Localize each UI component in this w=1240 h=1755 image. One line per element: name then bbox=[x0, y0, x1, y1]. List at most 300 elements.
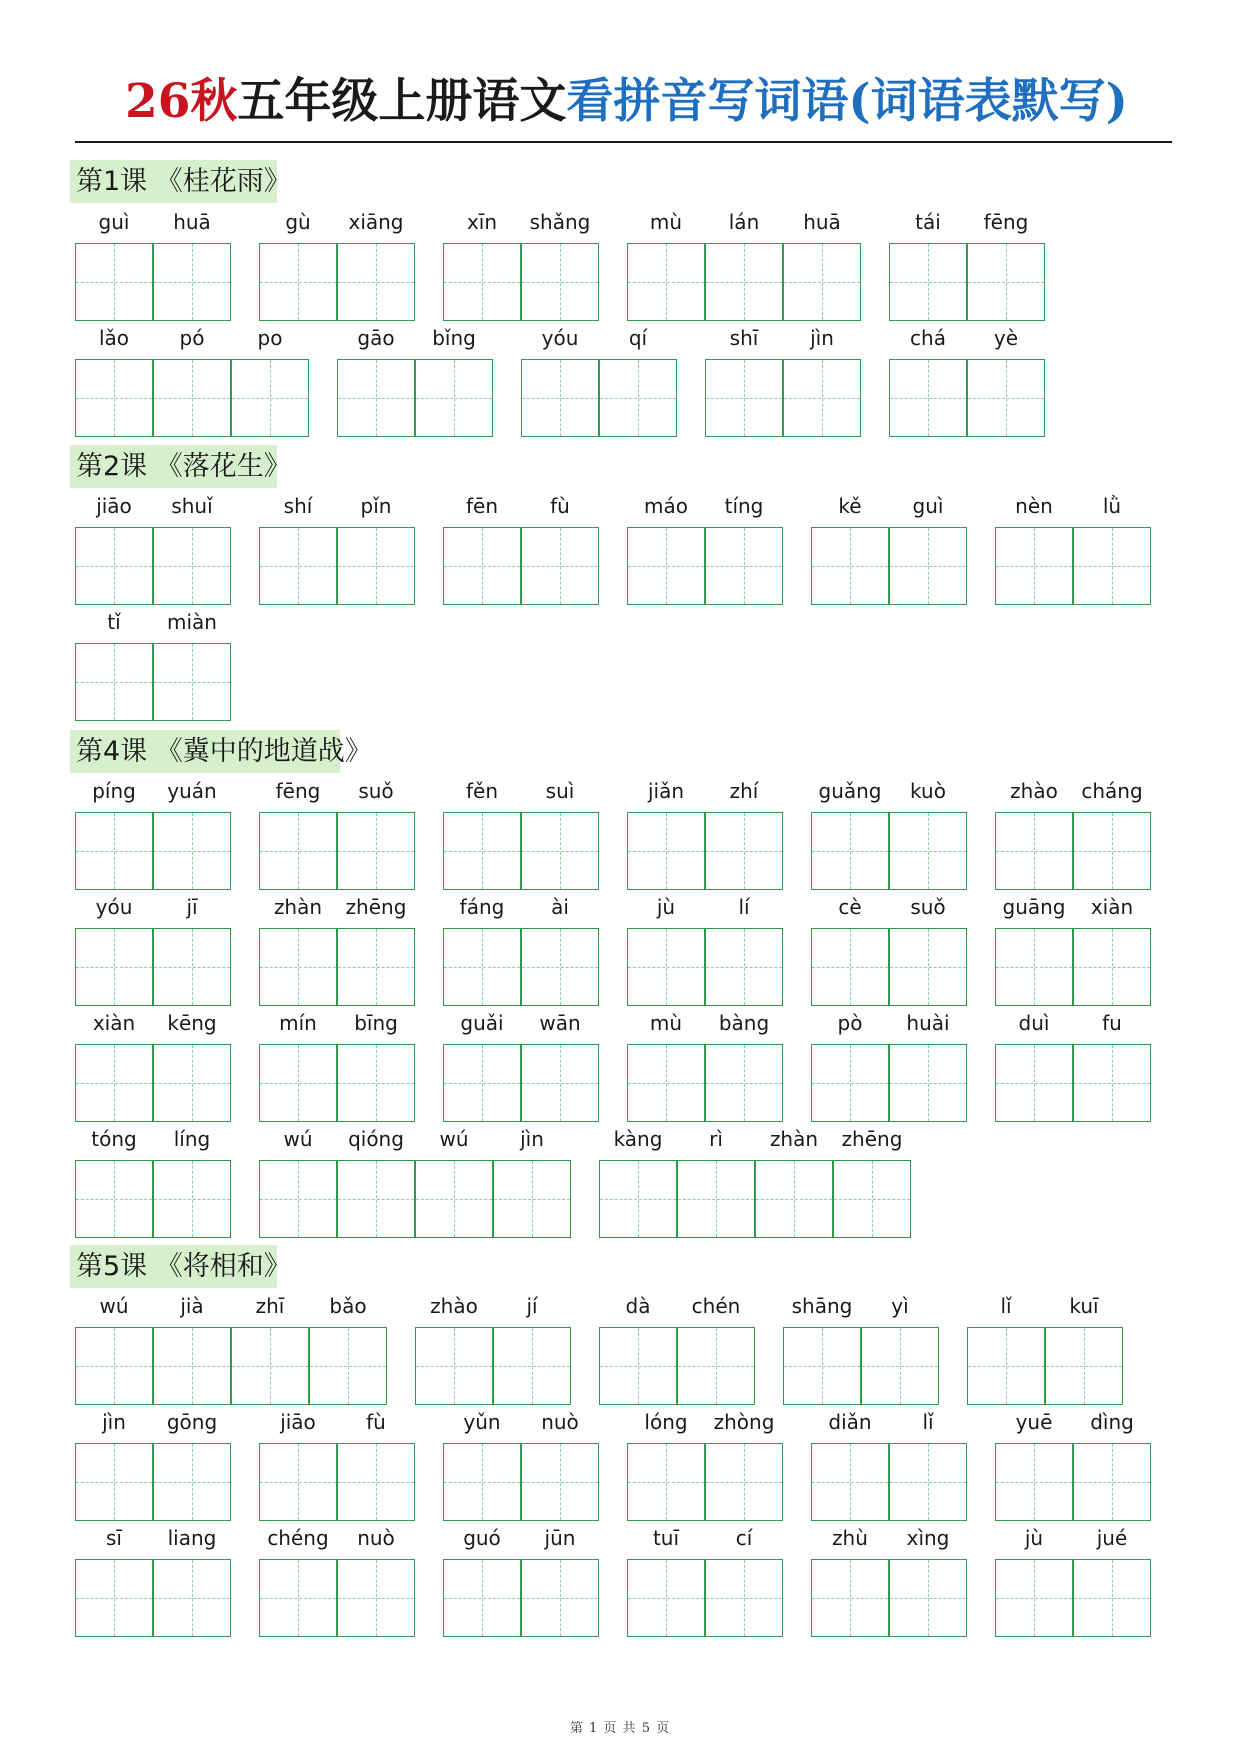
writing-cell[interactable] bbox=[1073, 812, 1151, 890]
pinyin-label: guì bbox=[98, 210, 130, 234]
pinyin-label: zhòng bbox=[713, 1410, 775, 1434]
writing-cell[interactable] bbox=[493, 1160, 571, 1238]
pinyin-label: nèn bbox=[1015, 494, 1053, 518]
word-box bbox=[259, 895, 415, 1006]
pinyin-label: wú bbox=[99, 1294, 129, 1318]
writing-cell[interactable] bbox=[627, 1044, 705, 1122]
pinyin-label: jī bbox=[186, 895, 198, 919]
pinyin-label: jiāo bbox=[280, 1410, 316, 1434]
word-box bbox=[627, 1011, 783, 1122]
pinyin-label: mù bbox=[649, 1011, 683, 1035]
pinyin-label: nuò bbox=[357, 1526, 395, 1550]
word-box bbox=[443, 494, 599, 605]
pinyin-label: fáng bbox=[459, 895, 505, 919]
pinyin-label: yuán bbox=[167, 779, 217, 803]
writing-cell[interactable] bbox=[259, 243, 337, 321]
writing-cell[interactable] bbox=[259, 1160, 337, 1238]
pinyin-label: pó bbox=[179, 326, 205, 350]
writing-cell[interactable] bbox=[811, 1443, 889, 1521]
pinyin-label: xìng bbox=[906, 1526, 950, 1550]
pinyin-label: nuò bbox=[541, 1410, 579, 1434]
lesson-heading: 第5课 《将相和》 bbox=[70, 1245, 277, 1288]
pinyin-label: wān bbox=[539, 1011, 581, 1035]
word-box bbox=[627, 494, 783, 605]
word-box bbox=[75, 1294, 387, 1405]
writing-cell[interactable] bbox=[337, 359, 415, 437]
writing-cell[interactable] bbox=[811, 527, 889, 605]
word-box bbox=[627, 1410, 783, 1521]
pinyin-label: guāng bbox=[1002, 895, 1066, 919]
writing-cell[interactable] bbox=[521, 1559, 599, 1637]
writing-cell[interactable] bbox=[889, 1443, 967, 1521]
pinyin-label: zhào bbox=[430, 1294, 478, 1318]
writing-cell[interactable] bbox=[75, 1044, 153, 1122]
writing-cell[interactable] bbox=[705, 359, 783, 437]
writing-cell[interactable] bbox=[231, 1327, 309, 1405]
pinyin-label: rì bbox=[709, 1127, 723, 1151]
pinyin-label: suǒ bbox=[910, 895, 946, 919]
writing-cell[interactable] bbox=[627, 928, 705, 1006]
pinyin-label: yóu bbox=[95, 895, 133, 919]
writing-cell[interactable] bbox=[1045, 1327, 1123, 1405]
writing-cell[interactable] bbox=[521, 1044, 599, 1122]
word-box bbox=[259, 1526, 415, 1637]
writing-cell[interactable] bbox=[75, 1160, 153, 1238]
pinyin-label: zhào bbox=[1010, 779, 1058, 803]
writing-cell[interactable] bbox=[337, 1443, 415, 1521]
pinyin-label: líng bbox=[173, 1127, 211, 1151]
writing-cell[interactable] bbox=[599, 1160, 677, 1238]
writing-cell[interactable] bbox=[75, 1443, 153, 1521]
writing-cell[interactable] bbox=[889, 1559, 967, 1637]
pinyin-label: fù bbox=[366, 1410, 386, 1434]
writing-cell[interactable] bbox=[755, 1160, 833, 1238]
pinyin-label: kàng bbox=[613, 1127, 663, 1151]
writing-cell[interactable] bbox=[995, 812, 1073, 890]
word-box bbox=[443, 1410, 599, 1521]
writing-cell[interactable] bbox=[811, 1559, 889, 1637]
pinyin-label: lǜ bbox=[1102, 494, 1122, 518]
writing-cell[interactable] bbox=[153, 243, 231, 321]
writing-cell[interactable] bbox=[309, 1327, 387, 1405]
writing-cell[interactable] bbox=[443, 1443, 521, 1521]
writing-cell[interactable] bbox=[677, 1327, 755, 1405]
pinyin-label: wú bbox=[283, 1127, 313, 1151]
word-box bbox=[783, 1294, 939, 1405]
pinyin-label: huā bbox=[173, 210, 211, 234]
word-box bbox=[811, 1526, 967, 1637]
pinyin-label: tǐ bbox=[107, 610, 121, 634]
writing-cell[interactable] bbox=[75, 359, 153, 437]
pinyin-label: kuò bbox=[910, 779, 946, 803]
writing-cell[interactable] bbox=[889, 243, 967, 321]
writing-cell[interactable] bbox=[337, 928, 415, 1006]
pinyin-label: lí bbox=[738, 895, 750, 919]
writing-cell[interactable] bbox=[833, 1160, 911, 1238]
writing-cell[interactable] bbox=[995, 1044, 1073, 1122]
pinyin-label: lǐ bbox=[1000, 1294, 1012, 1318]
word-box bbox=[75, 1011, 231, 1122]
pinyin-label: shǎng bbox=[529, 210, 591, 234]
writing-cell[interactable] bbox=[493, 1327, 571, 1405]
writing-cell[interactable] bbox=[705, 1443, 783, 1521]
pinyin-label: huā bbox=[803, 210, 841, 234]
pinyin-label: mín bbox=[279, 1011, 317, 1035]
pinyin-label: kēng bbox=[167, 1011, 217, 1035]
writing-cell[interactable] bbox=[677, 1160, 755, 1238]
pinyin-label: shī bbox=[729, 326, 759, 350]
pinyin-label: chén bbox=[691, 1294, 741, 1318]
writing-cell[interactable] bbox=[153, 359, 231, 437]
pinyin-label: lǐ bbox=[922, 1410, 934, 1434]
pinyin-label: yì bbox=[891, 1294, 909, 1318]
writing-cell[interactable] bbox=[153, 1443, 231, 1521]
writing-cell[interactable] bbox=[967, 1327, 1045, 1405]
pinyin-label: kě bbox=[838, 494, 862, 518]
writing-cell[interactable] bbox=[599, 1327, 677, 1405]
word-box bbox=[443, 1526, 599, 1637]
word-box bbox=[415, 1294, 571, 1405]
word-box bbox=[75, 1127, 231, 1238]
pinyin-label: guó bbox=[463, 1526, 501, 1550]
pinyin-label: tóng bbox=[91, 1127, 137, 1151]
word-box bbox=[521, 326, 677, 437]
writing-cell[interactable] bbox=[153, 1160, 231, 1238]
title-grade: 五年级上册语文 bbox=[237, 74, 567, 129]
page-footer: 第 1 页 共 5 页 bbox=[569, 1721, 671, 1736]
writing-cell[interactable] bbox=[705, 243, 783, 321]
pinyin-label: guì bbox=[912, 494, 944, 518]
pinyin-label: gù bbox=[285, 210, 311, 234]
word-box bbox=[75, 610, 231, 721]
writing-cell[interactable] bbox=[967, 359, 1045, 437]
word-box bbox=[811, 1011, 967, 1122]
lesson-heading: 第1课 《桂花雨》 bbox=[70, 160, 277, 203]
pinyin-label: cháng bbox=[1081, 779, 1143, 803]
pinyin-label: fu bbox=[1102, 1011, 1122, 1035]
pinyin-label: dà bbox=[625, 1294, 651, 1318]
title-task: 看拼音写词语(词语表默写) bbox=[566, 74, 1128, 129]
pinyin-label: xīn bbox=[466, 210, 498, 234]
pinyin-label: pò bbox=[837, 1011, 863, 1035]
word-box bbox=[995, 779, 1151, 890]
writing-cell[interactable] bbox=[521, 527, 599, 605]
word-box bbox=[259, 779, 415, 890]
writing-cell[interactable] bbox=[705, 527, 783, 605]
pinyin-label: shuǐ bbox=[171, 494, 213, 518]
pinyin-label: shāng bbox=[791, 1294, 853, 1318]
pinyin-label: guǎng bbox=[818, 779, 882, 803]
writing-cell[interactable] bbox=[153, 643, 231, 721]
word-box bbox=[811, 895, 967, 1006]
writing-cell[interactable] bbox=[1073, 1559, 1151, 1637]
word-box bbox=[259, 494, 415, 605]
writing-cell[interactable] bbox=[967, 243, 1045, 321]
writing-cell[interactable] bbox=[1073, 1443, 1151, 1521]
pinyin-label: chá bbox=[910, 326, 946, 350]
writing-cell[interactable] bbox=[443, 1559, 521, 1637]
pinyin-label: jìn bbox=[102, 1410, 126, 1434]
writing-cell[interactable] bbox=[75, 1559, 153, 1637]
writing-cell[interactable] bbox=[521, 812, 599, 890]
word-box bbox=[337, 326, 493, 437]
writing-cell[interactable] bbox=[443, 812, 521, 890]
word-box bbox=[599, 1127, 911, 1238]
writing-cell[interactable] bbox=[75, 928, 153, 1006]
writing-cell[interactable] bbox=[521, 928, 599, 1006]
writing-cell[interactable] bbox=[153, 928, 231, 1006]
writing-cell[interactable] bbox=[705, 1559, 783, 1637]
writing-cell[interactable] bbox=[1073, 1044, 1151, 1122]
pinyin-label: bàng bbox=[718, 1011, 770, 1035]
word-box bbox=[995, 494, 1151, 605]
writing-cell[interactable] bbox=[861, 1327, 939, 1405]
writing-cell[interactable] bbox=[627, 812, 705, 890]
pinyin-label: yuē bbox=[1015, 1410, 1053, 1434]
title-divider bbox=[75, 141, 1172, 143]
writing-cell[interactable] bbox=[337, 1044, 415, 1122]
writing-cell[interactable] bbox=[231, 359, 309, 437]
word-box bbox=[627, 779, 783, 890]
pinyin-label: zhī bbox=[255, 1294, 285, 1318]
pinyin-label: xiàn bbox=[92, 1011, 136, 1035]
writing-cell[interactable] bbox=[337, 527, 415, 605]
word-box bbox=[443, 210, 599, 321]
pinyin-label: ài bbox=[551, 895, 569, 919]
writing-cell[interactable] bbox=[337, 243, 415, 321]
writing-cell[interactable] bbox=[995, 527, 1073, 605]
pinyin-label: cí bbox=[735, 1526, 753, 1550]
pinyin-label: cè bbox=[838, 895, 862, 919]
word-box bbox=[75, 326, 309, 437]
pinyin-label: lán bbox=[728, 210, 760, 234]
pinyin-label: tuī bbox=[652, 1526, 680, 1550]
pinyin-label: bǐng bbox=[432, 326, 476, 350]
word-box bbox=[599, 1294, 755, 1405]
writing-cell[interactable] bbox=[705, 928, 783, 1006]
word-box bbox=[443, 1011, 599, 1122]
lesson-heading: 第4课 《冀中的地道战》 bbox=[70, 730, 340, 773]
pinyin-label: liang bbox=[167, 1526, 217, 1550]
pinyin-label: yóu bbox=[541, 326, 579, 350]
writing-cell[interactable] bbox=[75, 243, 153, 321]
writing-cell[interactable] bbox=[811, 1044, 889, 1122]
pinyin-label: jù bbox=[656, 895, 676, 919]
writing-cell[interactable] bbox=[811, 812, 889, 890]
page-title bbox=[125, 70, 1128, 134]
word-box bbox=[259, 1011, 415, 1122]
pinyin-label: jià bbox=[180, 1294, 204, 1318]
pinyin-label: lóng bbox=[644, 1410, 688, 1434]
pinyin-label: jìn bbox=[520, 1127, 544, 1151]
pinyin-label: zhù bbox=[832, 1526, 868, 1550]
pinyin-label: jí bbox=[526, 1294, 538, 1318]
pinyin-label: chéng bbox=[267, 1526, 329, 1550]
writing-cell[interactable] bbox=[153, 1327, 231, 1405]
word-box bbox=[443, 895, 599, 1006]
writing-cell[interactable] bbox=[889, 1044, 967, 1122]
writing-cell[interactable] bbox=[995, 1559, 1073, 1637]
writing-cell[interactable] bbox=[153, 1559, 231, 1637]
pinyin-label: zhàn bbox=[769, 1127, 819, 1151]
writing-cell[interactable] bbox=[443, 928, 521, 1006]
pinyin-label: shí bbox=[283, 494, 313, 518]
pinyin-label: jìn bbox=[810, 326, 834, 350]
word-box bbox=[443, 779, 599, 890]
pinyin-label: fēn bbox=[465, 494, 499, 518]
word-box bbox=[705, 326, 861, 437]
writing-cell[interactable] bbox=[889, 928, 967, 1006]
pinyin-label: sī bbox=[106, 1526, 122, 1550]
pinyin-label: suǒ bbox=[358, 779, 394, 803]
word-box bbox=[967, 1294, 1123, 1405]
pinyin-label: jiǎn bbox=[647, 779, 685, 803]
writing-cell[interactable] bbox=[75, 527, 153, 605]
writing-cell[interactable] bbox=[75, 1327, 153, 1405]
pinyin-label: fēng bbox=[983, 210, 1029, 234]
pinyin-label: pǐn bbox=[360, 494, 392, 518]
pinyin-label: jiāo bbox=[96, 494, 132, 518]
lesson-heading: 第2课 《落花生》 bbox=[70, 445, 277, 488]
word-box bbox=[811, 779, 967, 890]
writing-cell[interactable] bbox=[521, 1443, 599, 1521]
writing-cell[interactable] bbox=[259, 928, 337, 1006]
writing-cell[interactable] bbox=[1073, 527, 1151, 605]
word-box bbox=[75, 494, 231, 605]
writing-cell[interactable] bbox=[337, 1559, 415, 1637]
word-box bbox=[889, 326, 1045, 437]
writing-cell[interactable] bbox=[337, 812, 415, 890]
writing-cell[interactable] bbox=[75, 643, 153, 721]
word-box bbox=[811, 494, 967, 605]
writing-cell[interactable] bbox=[995, 928, 1073, 1006]
pinyin-label: píng bbox=[92, 779, 136, 803]
pinyin-label: bīng bbox=[354, 1011, 398, 1035]
pinyin-label: qióng bbox=[348, 1127, 404, 1151]
writing-cell[interactable] bbox=[153, 1044, 231, 1122]
writing-cell[interactable] bbox=[811, 928, 889, 1006]
writing-cell[interactable] bbox=[153, 527, 231, 605]
writing-cell[interactable] bbox=[415, 1160, 493, 1238]
writing-cell[interactable] bbox=[705, 812, 783, 890]
word-box bbox=[75, 779, 231, 890]
pinyin-label: fù bbox=[550, 494, 570, 518]
pinyin-label: jué bbox=[1096, 1526, 1128, 1550]
pinyin-label: gāo bbox=[357, 326, 395, 350]
title-term: 26秋 bbox=[125, 74, 238, 129]
writing-cell[interactable] bbox=[995, 1443, 1073, 1521]
word-box bbox=[627, 895, 783, 1006]
pinyin-label: po bbox=[257, 326, 283, 350]
writing-cell[interactable] bbox=[415, 359, 493, 437]
writing-cell[interactable] bbox=[415, 1327, 493, 1405]
writing-cell[interactable] bbox=[259, 1443, 337, 1521]
pinyin-label: yǔn bbox=[463, 1410, 501, 1434]
word-box bbox=[259, 1410, 415, 1521]
pinyin-label: zhēng bbox=[345, 895, 407, 919]
word-box bbox=[75, 895, 231, 1006]
pinyin-label: xiāng bbox=[348, 210, 404, 234]
pinyin-label: duì bbox=[1018, 1011, 1050, 1035]
word-box bbox=[995, 1526, 1151, 1637]
word-box bbox=[75, 1526, 231, 1637]
word-box bbox=[75, 210, 231, 321]
pinyin-label: bǎo bbox=[329, 1294, 367, 1318]
writing-cell[interactable] bbox=[889, 527, 967, 605]
writing-cell[interactable] bbox=[627, 243, 705, 321]
word-box bbox=[995, 1011, 1151, 1122]
pinyin-label: guǎi bbox=[460, 1011, 504, 1035]
writing-cell[interactable] bbox=[443, 527, 521, 605]
writing-cell[interactable] bbox=[599, 359, 677, 437]
pinyin-label: mù bbox=[649, 210, 683, 234]
pinyin-label: tái bbox=[915, 210, 941, 234]
writing-cell[interactable] bbox=[1073, 928, 1151, 1006]
pinyin-label: kuī bbox=[1069, 1294, 1099, 1318]
pinyin-label: lǎo bbox=[98, 326, 130, 350]
writing-cell[interactable] bbox=[521, 243, 599, 321]
pinyin-label: jù bbox=[1024, 1526, 1044, 1550]
pinyin-label: huài bbox=[906, 1011, 950, 1035]
writing-cell[interactable] bbox=[627, 1559, 705, 1637]
pinyin-label: fēng bbox=[275, 779, 321, 803]
writing-cell[interactable] bbox=[783, 243, 861, 321]
writing-cell[interactable] bbox=[337, 1160, 415, 1238]
writing-cell[interactable] bbox=[259, 1044, 337, 1122]
pinyin-label: suì bbox=[545, 779, 575, 803]
writing-cell[interactable] bbox=[443, 243, 521, 321]
writing-cell[interactable] bbox=[705, 1044, 783, 1122]
pinyin-label: zhí bbox=[729, 779, 759, 803]
writing-cell[interactable] bbox=[889, 359, 967, 437]
writing-cell[interactable] bbox=[259, 527, 337, 605]
writing-cell[interactable] bbox=[627, 1443, 705, 1521]
pinyin-label: dìng bbox=[1090, 1410, 1134, 1434]
writing-cell[interactable] bbox=[443, 1044, 521, 1122]
word-box bbox=[75, 1410, 231, 1521]
pinyin-label: gōng bbox=[166, 1410, 218, 1434]
pinyin-label: xiàn bbox=[1090, 895, 1134, 919]
word-box bbox=[811, 1410, 967, 1521]
word-box bbox=[627, 1526, 783, 1637]
writing-cell[interactable] bbox=[627, 527, 705, 605]
word-box bbox=[889, 210, 1045, 321]
writing-cell[interactable] bbox=[889, 812, 967, 890]
pinyin-label: qí bbox=[628, 326, 648, 350]
writing-cell[interactable] bbox=[259, 1559, 337, 1637]
writing-cell[interactable] bbox=[153, 812, 231, 890]
pinyin-label: miàn bbox=[167, 610, 217, 634]
writing-cell[interactable] bbox=[259, 812, 337, 890]
pinyin-label: zhēng bbox=[841, 1127, 903, 1151]
pinyin-label: wú bbox=[439, 1127, 469, 1151]
pinyin-label: tíng bbox=[724, 494, 764, 518]
word-box bbox=[259, 1127, 571, 1238]
pinyin-label: zhàn bbox=[273, 895, 323, 919]
writing-cell[interactable] bbox=[521, 359, 599, 437]
writing-cell[interactable] bbox=[783, 1327, 861, 1405]
word-box bbox=[259, 210, 415, 321]
writing-cell[interactable] bbox=[75, 812, 153, 890]
word-box bbox=[627, 210, 861, 321]
word-box bbox=[995, 1410, 1151, 1521]
pinyin-label: yè bbox=[993, 326, 1019, 350]
pinyin-label: jūn bbox=[544, 1526, 576, 1550]
pinyin-label: fěn bbox=[465, 779, 499, 803]
pinyin-label: diǎn bbox=[828, 1410, 872, 1434]
writing-cell[interactable] bbox=[783, 359, 861, 437]
word-box bbox=[995, 895, 1151, 1006]
